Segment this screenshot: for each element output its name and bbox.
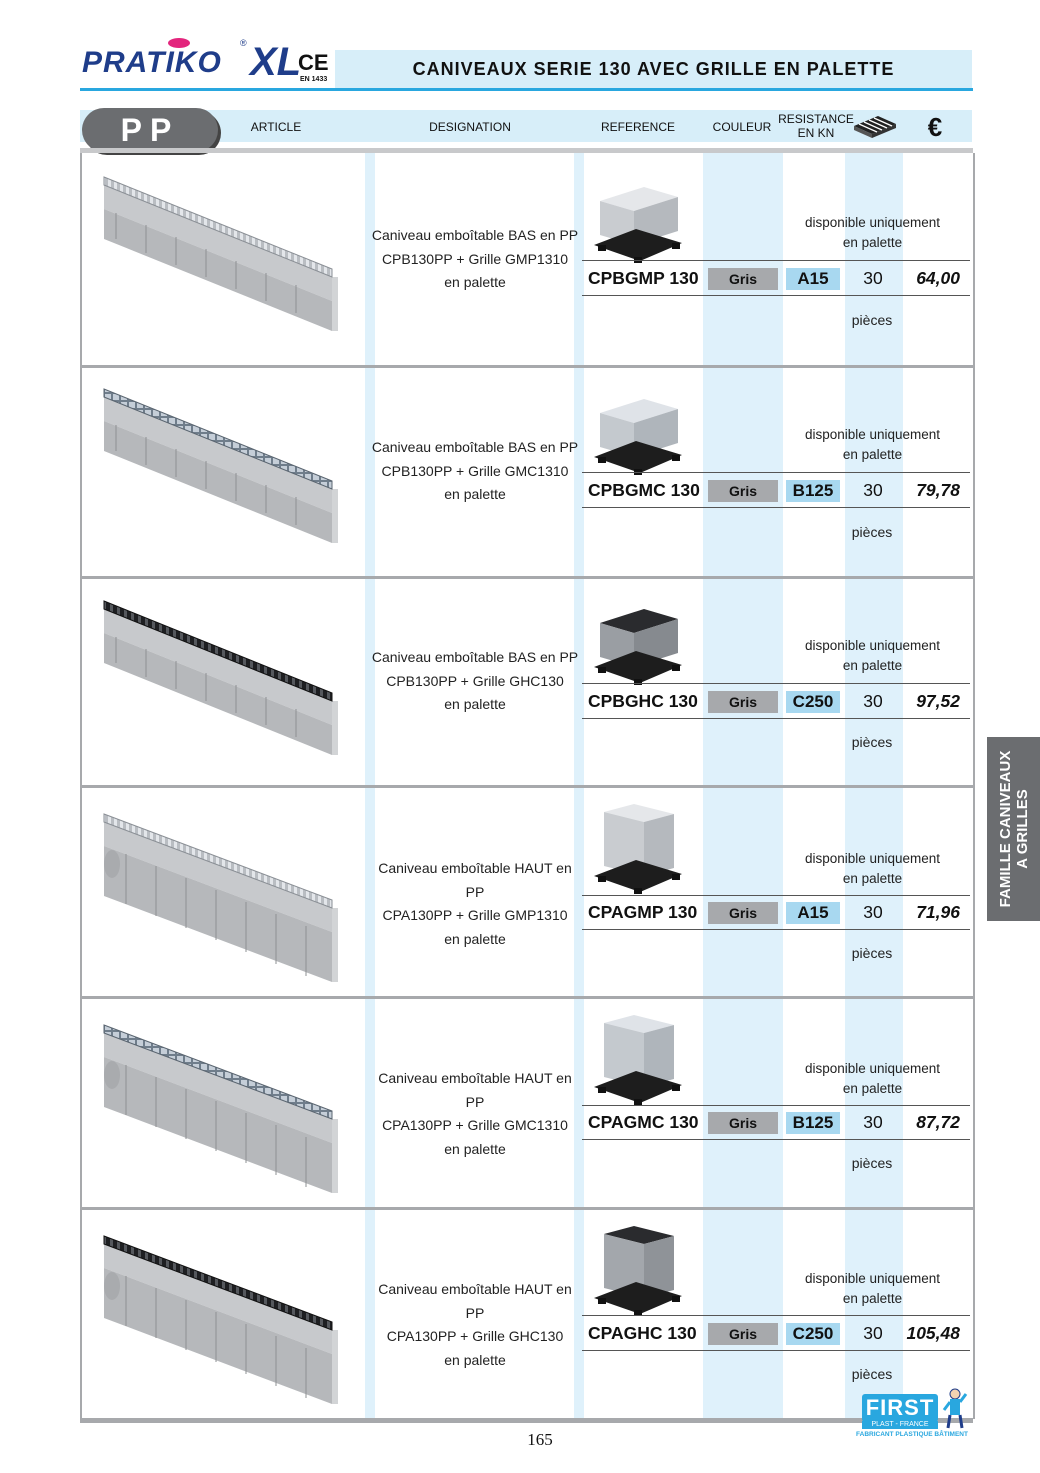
- quantity: 30: [863, 1112, 883, 1132]
- availability-note: disponible uniquement en palette: [804, 851, 941, 886]
- product-row: [0, 367, 1040, 577]
- product-row: [0, 153, 1040, 365]
- designation-line: en palette: [444, 930, 506, 947]
- designation-line: en palette: [444, 696, 506, 712]
- logo-xl-text: XL: [250, 40, 302, 84]
- pallet-stack-image: [590, 1013, 685, 1105]
- availability-note: disponible uniquement en palette: [804, 1271, 941, 1306]
- unit-label: pièces: [851, 1366, 893, 1382]
- availability-note: disponible uniquement en palette: [804, 638, 941, 673]
- unit-label: pièces: [851, 524, 893, 540]
- quantity: 30: [863, 691, 883, 711]
- pallet-icon: [852, 112, 898, 142]
- quantity: 30: [863, 268, 883, 288]
- side-tab-label: [997, 751, 1031, 908]
- channel-high-steel-grate-image: [96, 804, 338, 984]
- page-title: CANIVEAUX SERIE 130 AVEC GRILLE EN PALETTE: [412, 59, 895, 79]
- resistance-badge: C250: [786, 1323, 840, 1345]
- ce-standard: EN 1433: [300, 76, 328, 83]
- mascot-icon: [942, 1388, 968, 1430]
- pallet-stack-image: [590, 605, 685, 685]
- first-logo: [858, 1388, 970, 1442]
- ce-mark: [298, 52, 332, 86]
- price: 105,48: [906, 1323, 960, 1343]
- designation-line: CPA130PP + Grille GHC130: [386, 1328, 564, 1344]
- designation-line: Caniveau emboîtable HAUT en PP: [378, 1281, 572, 1321]
- pallet-stack-image: [590, 395, 685, 475]
- pratiko-logo: [80, 38, 302, 94]
- channel-high-cast-iron-grate-image: [96, 1226, 338, 1406]
- col-header-couleur: COULEUR: [712, 120, 772, 134]
- product-row: [0, 788, 1040, 996]
- row-line: [582, 1315, 970, 1316]
- designation-line: Caniveau emboîtable HAUT en PP: [378, 1070, 572, 1110]
- quantity: 30: [863, 480, 883, 500]
- channel-low-steel-grate-image: [96, 173, 338, 343]
- product-row: [0, 1210, 1040, 1418]
- pallet-stack-image: [590, 183, 685, 263]
- ce-mark-text: CE: [298, 50, 329, 75]
- row-line: [582, 1105, 970, 1106]
- designation-line: CPA130PP + Grille GMC1310: [382, 1117, 568, 1133]
- designation-line: Caniveau emboîtable BAS en PP: [371, 227, 579, 243]
- resistance-badge: C250: [786, 691, 840, 713]
- side-tab-line: FAMILLE CANIVEAUX: [996, 750, 1014, 908]
- page-title-bar: [335, 50, 972, 88]
- price: 64,00: [916, 268, 960, 288]
- row-line: [582, 683, 970, 684]
- row-line: [582, 507, 970, 508]
- col-header-designation: DESIGNATION: [429, 120, 511, 134]
- designation-line: CPB130PP + Grille GHC130: [386, 672, 564, 689]
- designation-line: en palette: [444, 1351, 506, 1368]
- product-reference: CPBGMP 130: [588, 268, 699, 288]
- product-reference: CPAGMP 130: [588, 902, 698, 922]
- designation-line: Caniveau emboîtable BAS en PP: [371, 649, 579, 665]
- color-badge: Gris: [708, 1112, 778, 1134]
- designation-line: CPB130PP + Grille GMP1310: [381, 250, 569, 267]
- quantity: 30: [863, 1323, 883, 1343]
- page-number: 165: [527, 1430, 553, 1449]
- logo-registered-mark: ®: [240, 38, 247, 48]
- unit-label: pièces: [851, 1155, 893, 1171]
- availability-note: disponible uniquement en palette: [804, 427, 941, 462]
- price: 87,72: [916, 1112, 960, 1132]
- row-line: [582, 1139, 970, 1140]
- col-header-resistance: RESISTANCE EN KN: [778, 112, 854, 140]
- product-row: [0, 579, 1040, 785]
- price: 79,78: [916, 480, 960, 500]
- availability-note: disponible uniquement en palette: [804, 1061, 941, 1096]
- unit-label: pièces: [851, 945, 893, 961]
- side-tab-line: A GRILLES: [1013, 789, 1031, 869]
- price: 97,52: [916, 691, 960, 711]
- first-logo-sub: PLAST - FRANCE: [862, 1421, 938, 1429]
- channel-low-cast-iron-grate-image: [96, 597, 338, 767]
- row-line: [582, 472, 970, 473]
- designation-line: en palette: [444, 486, 506, 502]
- designation-text: [370, 436, 580, 507]
- resistance-badge: A15: [786, 902, 840, 924]
- channel-high-mesh-grate-image: [96, 1015, 338, 1195]
- row-line: [582, 718, 970, 719]
- col-header-reference: REFERENCE: [600, 120, 675, 134]
- material-badge: [82, 108, 218, 152]
- availability-note: disponible uniquement en palette: [804, 215, 941, 250]
- section-side-tab: [987, 737, 1040, 921]
- resistance-badge: B125: [786, 480, 840, 502]
- price: 71,96: [916, 902, 960, 922]
- product-row: [0, 999, 1040, 1207]
- designation-line: Caniveau emboîtable BAS en PP: [371, 439, 579, 455]
- channel-low-mesh-grate-image: [96, 385, 338, 555]
- unit-label: pièces: [851, 312, 893, 328]
- row-line: [582, 260, 970, 261]
- pallet-stack-image: [590, 802, 685, 894]
- pallet-stack-image: [590, 1224, 685, 1316]
- product-reference: CPAGHC 130: [588, 1323, 697, 1343]
- row-line: [582, 929, 970, 930]
- designation-text: [370, 224, 580, 295]
- unit-label: pièces: [851, 734, 893, 750]
- resistance-badge: A15: [786, 268, 840, 290]
- color-badge: Gris: [708, 480, 778, 502]
- designation-text: [370, 1067, 580, 1161]
- product-reference: CPBGMC 130: [588, 480, 700, 500]
- color-badge: Gris: [708, 1323, 778, 1345]
- resistance-badge: B125: [786, 1112, 840, 1134]
- table-bottom-rule: [80, 1418, 973, 1423]
- designation-line: en palette: [444, 274, 506, 290]
- row-line: [582, 1350, 970, 1351]
- header-divider: [80, 88, 973, 91]
- designation-text: [370, 857, 580, 951]
- material-badge-label: PP: [120, 112, 180, 148]
- row-line: [582, 895, 970, 896]
- first-logo-text: FIRST: [865, 1395, 935, 1420]
- designation-text: [370, 646, 580, 717]
- product-reference: CPAGMC 130: [588, 1112, 699, 1132]
- designation-line: CPA130PP + Grille GMP1310: [382, 907, 568, 923]
- first-logo-tagline: FABRICANT PLASTIQUE BÂTIMENT: [856, 1431, 968, 1438]
- currency-euro-icon: €: [927, 112, 943, 142]
- designation-line: CPB130PP + Grille GMC1310: [381, 462, 569, 479]
- quantity: 30: [863, 902, 883, 922]
- color-badge: Gris: [708, 268, 778, 290]
- color-badge: Gris: [708, 691, 778, 713]
- logo-brand-text: PRATIKO: [82, 46, 222, 79]
- designation-line: Caniveau emboîtable HAUT en PP: [378, 860, 572, 900]
- designation-text: [370, 1278, 580, 1372]
- product-reference: CPBGHC 130: [588, 691, 698, 711]
- col-header-article: ARTICLE: [250, 120, 302, 134]
- row-line: [582, 295, 970, 296]
- designation-line: en palette: [444, 1140, 506, 1157]
- color-badge: Gris: [708, 902, 778, 924]
